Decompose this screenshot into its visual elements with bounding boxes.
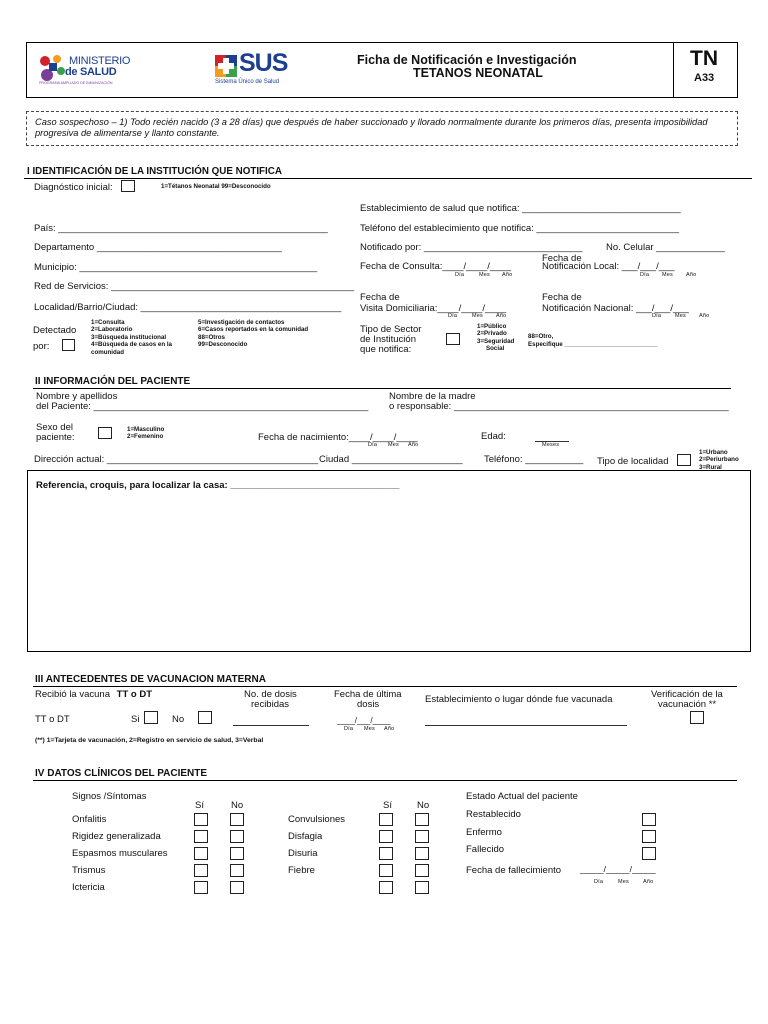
- sus-cross-icon: [215, 55, 237, 77]
- fiebre-si-checkbox[interactable]: [379, 864, 393, 877]
- fecha-nac-anio: Año: [699, 313, 710, 319]
- madre-label1: Nombre de la madre: [389, 391, 476, 402]
- diagnostico-label: Diagnóstico inicial:: [34, 182, 113, 193]
- detectado-options-a: [91, 319, 172, 356]
- symptom-rigidez: Rigidez generalizada: [72, 831, 161, 842]
- fecha-consulta-mes: Mes: [479, 272, 490, 278]
- vacunacion-footnote: (**) 1=Tarjeta de vacunación, 2=Registro en servicio de salud, 3=Verbal: [35, 737, 264, 744]
- sexo-option: 2=Femenino: [127, 433, 164, 441]
- fecha-nac-mes: Mes: [675, 313, 686, 319]
- recibio-label: [35, 690, 152, 701]
- ministerio-logo-icon: [35, 51, 69, 85]
- no-dosis-label1: No. de dosis: [244, 689, 297, 700]
- tipo-sector-checkbox[interactable]: [446, 333, 460, 345]
- ministerio-tag: PROGRAMA AMPLIADO DE INMUNIZACIÓN: [39, 81, 113, 85]
- form-title-line1: Ficha de Notificación e Investigación: [357, 53, 577, 67]
- sus-logo: [213, 51, 305, 91]
- onfalitis-si-checkbox[interactable]: [194, 813, 208, 826]
- sector-option: Social: [486, 345, 505, 353]
- sexo-label2: paciente:: [36, 432, 75, 443]
- no-header-2: No: [417, 800, 430, 811]
- detectado-option: 99=Desconocido: [198, 341, 248, 349]
- sus-tag: Sistema Único de Salud: [215, 79, 280, 85]
- localidad-field[interactable]: Localidad/Barrio/Ciudad: ______________________________________: [34, 302, 342, 313]
- no-header-1: No: [231, 800, 244, 811]
- fecha-ultima-label1: Fecha de última: [334, 689, 402, 700]
- red-servicios-field[interactable]: Red de Servicios: ______________________________________________: [34, 281, 355, 292]
- no-label: No: [172, 714, 185, 725]
- celular-field[interactable]: No. Celular _____________: [606, 242, 725, 253]
- estado-header: Estado Actual del paciente: [466, 791, 578, 802]
- detectado-checkbox[interactable]: [62, 339, 75, 351]
- sexo-checkbox[interactable]: [98, 427, 112, 439]
- fecha-consulta-field[interactable]: Fecha de Consulta:____/____/____: [360, 261, 512, 272]
- section3-title: III ANTECEDENTES DE VACUNACION MATERNA: [35, 674, 266, 685]
- fecha-local-dia: Día: [640, 272, 650, 278]
- symptom-espasmos: Espasmos musculares: [72, 848, 168, 859]
- rigidez-si-checkbox[interactable]: [194, 830, 208, 843]
- fecha-fallecimiento-line[interactable]: _____/_____/_____: [580, 864, 656, 874]
- tt-label: TT o DT: [35, 714, 70, 725]
- tt-no-checkbox[interactable]: [198, 711, 212, 724]
- restablecido-checkbox[interactable]: [642, 813, 656, 826]
- departamento-field[interactable]: Departamento ___________________________________: [34, 242, 282, 253]
- fecha-nacimiento-mes: Mes: [388, 442, 399, 448]
- fecha-nacimiento-anio: Año: [408, 442, 419, 448]
- diagnostico-options: 1=Tétanos Neonatal 99=Desconocido: [161, 183, 271, 190]
- detectado-option: 5=Investigación de contactos: [198, 319, 285, 326]
- code-divider: [673, 43, 674, 97]
- detectado-label2: por:: [33, 341, 50, 352]
- no-dosis-label2: recibidas: [251, 699, 290, 710]
- estado-fallecido: Fallecido: [466, 844, 505, 855]
- fecha-local-mes: Mes: [662, 272, 673, 278]
- symptom-trismus: Trismus: [72, 865, 106, 876]
- sector-options: [477, 323, 514, 353]
- verificacion-label2: vacunación **: [658, 699, 717, 710]
- fecha-nacimiento-dia: Día: [368, 442, 378, 448]
- fecha-notif-nac-field[interactable]: Notificación Nacional: ___/___/___: [542, 303, 689, 314]
- sus-wordmark: SUS: [239, 49, 288, 77]
- trismus-si-checkbox[interactable]: [194, 864, 208, 877]
- form-title-line2: TETANOS NEONATAL: [413, 66, 543, 80]
- disfagia-no-checkbox[interactable]: [415, 830, 429, 843]
- tipo-localidad-checkbox[interactable]: [677, 454, 691, 466]
- ictericia-si-checkbox[interactable]: [194, 881, 208, 894]
- si-header-2: Sí: [383, 800, 392, 811]
- nombre-label1: Nombre y apellidos: [36, 391, 118, 402]
- fecha-visita-dia: Día: [448, 313, 458, 319]
- sector-option: 3=Seguridad: [477, 337, 515, 345]
- localidad-option: 1=Urbano: [699, 449, 728, 456]
- section1-title: I IDENTIFICACIÓN DE LA INSTITUCIÓN QUE NOTIFICA: [27, 166, 282, 177]
- disuria-no-checkbox[interactable]: [415, 847, 429, 860]
- tt-si-checkbox[interactable]: [144, 711, 158, 724]
- espasmos-si-checkbox[interactable]: [194, 847, 208, 860]
- detectado-option: 88=Otros: [198, 333, 225, 341]
- disfagia-si-checkbox[interactable]: [379, 830, 393, 843]
- enfermo-checkbox[interactable]: [642, 830, 656, 843]
- disuria-si-checkbox[interactable]: [379, 847, 393, 860]
- section2-rule: [33, 388, 731, 389]
- fecha-fallecimiento-dia: Día: [594, 879, 604, 885]
- header: [26, 42, 738, 98]
- tipo-sector-label3: que notifica:: [360, 344, 412, 355]
- establecimiento-field[interactable]: Establecimiento de salud que notifica: ______________________________: [360, 203, 681, 214]
- referencia-label: Referencia, croquis, para localizar la casa: ________________________________: [36, 480, 400, 491]
- section1-rule: [24, 178, 752, 179]
- ictericia-no-checkbox[interactable]: [230, 881, 244, 894]
- localidad-option: 2=Periurbano: [699, 456, 739, 464]
- section4-title: IV DATOS CLÍNICOS DEL PACIENTE: [35, 768, 208, 779]
- convulsiones-si-checkbox[interactable]: [379, 813, 393, 826]
- fecha-visita-mes: Mes: [472, 313, 483, 319]
- detectado-option: 3=Búsqueda institucional: [91, 333, 167, 341]
- onfalitis-no-checkbox[interactable]: [230, 813, 244, 826]
- detectado-option: 6=Casos reportados en la comunidad: [198, 326, 309, 334]
- fecha-notif-nac-label1: Fecha de: [542, 292, 582, 303]
- tipo-localidad-label: Tipo de localidad: [597, 456, 669, 467]
- sexo-option: 1=Masculino: [127, 426, 165, 433]
- detectado-option: 4=Búsqueda de casos en la: [91, 341, 172, 349]
- section3-rule: [33, 686, 737, 687]
- convulsiones-no-checkbox[interactable]: [415, 813, 429, 826]
- diagnostico-checkbox[interactable]: [121, 180, 135, 192]
- fecha-ultima-label2: dosis: [357, 699, 380, 710]
- estado-restablecido: Restablecido: [466, 809, 521, 820]
- fecha-local-anio: Año: [686, 272, 697, 278]
- fecha-consulta-dia: Día: [455, 272, 465, 278]
- si-header-1: Sí: [195, 800, 204, 811]
- detectado-option: 1=Consulta: [91, 319, 125, 326]
- telefono-field[interactable]: Teléfono: ___________: [484, 454, 584, 465]
- fiebre-no-checkbox[interactable]: [415, 864, 429, 877]
- si-label: Si: [131, 714, 140, 725]
- establecimiento-vac-line[interactable]: [425, 725, 627, 726]
- localidad-option: 3=Rural: [699, 463, 722, 471]
- sexo-options: [127, 426, 164, 441]
- edad-sub: Meses: [542, 442, 560, 448]
- fecha-visita-anio: Año: [496, 313, 507, 319]
- form-code: TN: [690, 47, 718, 70]
- ministerio-line1: MINISTERIO: [69, 55, 131, 67]
- form-code-sub: A33: [694, 72, 715, 84]
- fecha-nacimiento-field[interactable]: Fecha de nacimiento:____/____/____: [258, 432, 418, 443]
- sector-otro: 88=Otro,: [528, 333, 554, 340]
- pais-field[interactable]: País: ___________________________________________________: [34, 223, 328, 234]
- trismus-no-checkbox[interactable]: [230, 864, 244, 877]
- fecha-fallecimiento-mes: Mes: [618, 879, 629, 885]
- fecha-ultima-mes: Mes: [364, 726, 375, 732]
- section4-rule: [33, 780, 737, 781]
- section2-title: II INFORMACIÓN DEL PACIENTE: [35, 376, 191, 387]
- fecha-visita-label1: Fecha de: [360, 292, 400, 303]
- direccion-field[interactable]: Dirección actual: ________________________________________: [34, 454, 319, 465]
- rigidez-no-checkbox[interactable]: [230, 830, 244, 843]
- fecha-nac-dia: Día: [652, 313, 662, 319]
- no-dosis-line[interactable]: [233, 725, 309, 726]
- fecha-notif-local-field[interactable]: Notificación Local: ___/___/___: [542, 261, 675, 272]
- fecha-ultima-dia: Día: [344, 726, 354, 732]
- symptom-convulsiones: Convulsiones: [288, 814, 346, 825]
- signos-header: Signos /Síntomas: [72, 791, 147, 802]
- fecha-notif-local-label1: Fecha de: [542, 253, 582, 264]
- detectado-options-b: [198, 319, 308, 349]
- tipo-sector-label1: Tipo de Sector: [360, 324, 422, 335]
- notificado-por-field[interactable]: Notificado por: ______________________________: [360, 242, 583, 253]
- ministerio-line2: de SALUD: [65, 66, 117, 78]
- espasmos-no-checkbox[interactable]: [230, 847, 244, 860]
- fallecido-checkbox[interactable]: [642, 847, 656, 860]
- municipio-field[interactable]: Municipio: _____________________________________________: [34, 262, 318, 273]
- edad-label: Edad:: [481, 431, 506, 442]
- recibio-bold: TT o DT: [116, 689, 152, 700]
- ciudad-field[interactable]: Ciudad _____________________: [319, 454, 463, 465]
- detectado-option: 2=Laboratorio: [91, 326, 133, 334]
- extra-no-checkbox[interactable]: [415, 881, 429, 894]
- extra-si-checkbox[interactable]: [379, 881, 393, 894]
- fecha-consulta-anio: Año: [502, 272, 513, 278]
- fecha-ultima-line[interactable]: ____/___/____: [337, 716, 391, 725]
- madre-field[interactable]: o responsable: ____________________________________________________: [389, 401, 729, 412]
- symptom-disuria: Disuria: [288, 848, 318, 859]
- sector-especifique-field[interactable]: Especifique ___________________________: [528, 341, 658, 348]
- fecha-fallecimiento-label: Fecha de fallecimiento: [466, 865, 562, 876]
- fecha-visita-field[interactable]: Visita Domiciliaria:____/____/____: [360, 303, 507, 314]
- estado-enfermo: Enfermo: [466, 827, 502, 838]
- nombre-field[interactable]: del Paciente: ____________________________________________________: [36, 401, 369, 412]
- establecimiento-vac-label: Establecimiento o lugar dónde fue vacunada: [425, 694, 613, 705]
- fecha-ultima-anio: Año: [384, 726, 395, 732]
- case-definition: Caso sospechoso – 1) Todo recién nacido (3 a 28 días) que después de haber succionado y llorado normalmente durante los primeros días, presenta imposibilidad progresiva de alimentarse y llanto constante.: [35, 117, 708, 139]
- sector-option: 2=Privado: [477, 330, 507, 338]
- symptom-onfalitis: Onfalitis: [72, 814, 107, 825]
- telefono-establecimiento-field[interactable]: Teléfono del establecimiento que notifica: ___________________________: [360, 223, 680, 234]
- localidad-options: [699, 449, 739, 471]
- case-definition-box: [26, 111, 738, 146]
- verificacion-checkbox[interactable]: [690, 711, 704, 724]
- symptom-fiebre: Fiebre: [288, 865, 315, 876]
- ministerio-logo: [35, 47, 135, 91]
- verificacion-label1: Verificación de la: [651, 689, 723, 700]
- sexo-label1: Sexo del: [36, 422, 73, 433]
- tipo-sector-label2: de Institución: [360, 334, 416, 345]
- detectado-label1: Detectado: [33, 325, 77, 336]
- fecha-fallecimiento-anio: Año: [643, 879, 654, 885]
- referencia-box[interactable]: [27, 470, 751, 652]
- sector-option: 1=Público: [477, 323, 507, 330]
- recibio-text: Recibió la vacuna: [35, 689, 110, 700]
- symptom-disfagia: Disfagia: [288, 831, 323, 842]
- symptom-ictericia: Ictericia: [72, 882, 105, 893]
- detectado-option: comunidad: [91, 348, 125, 356]
